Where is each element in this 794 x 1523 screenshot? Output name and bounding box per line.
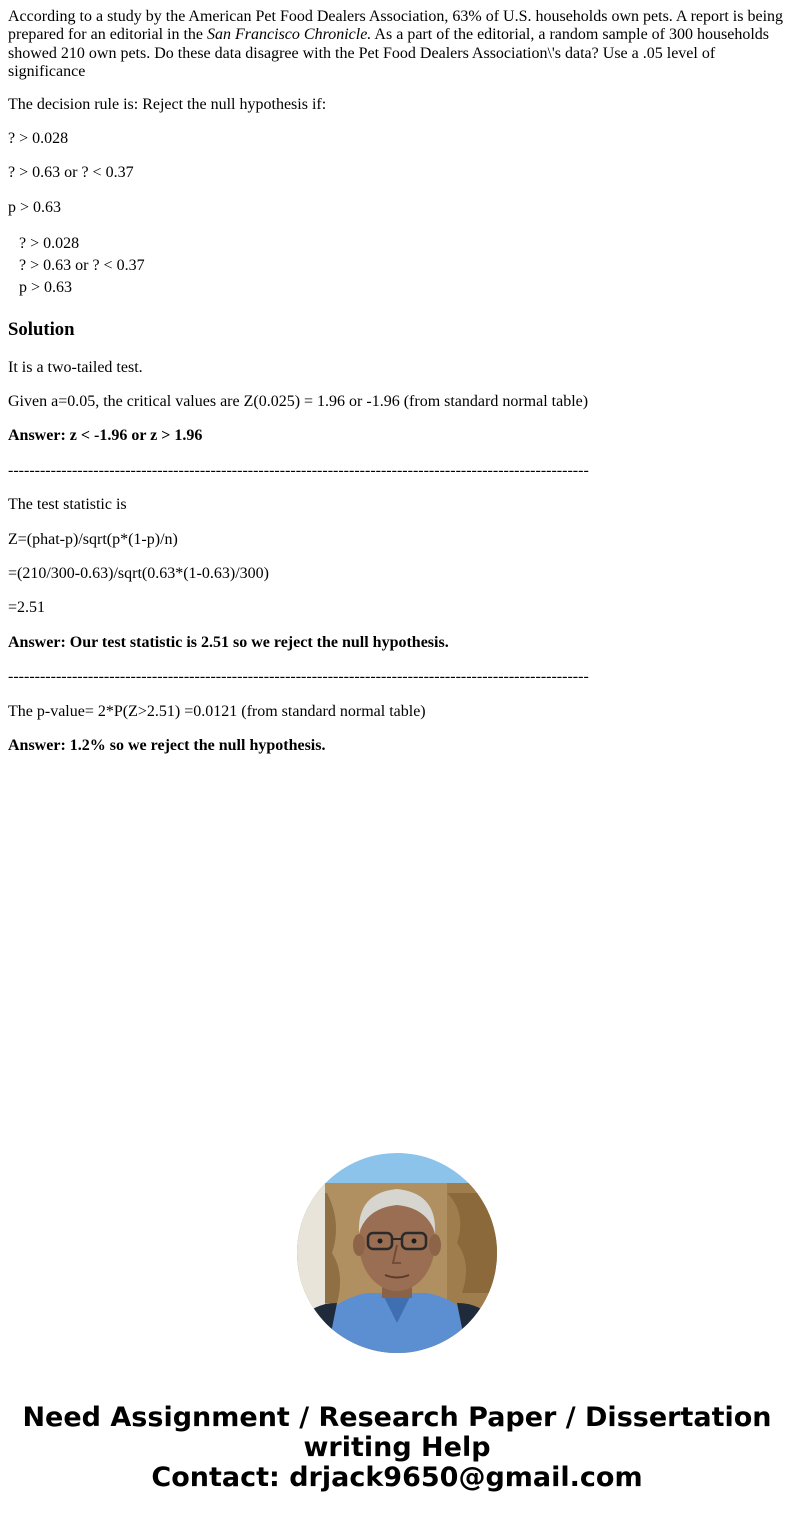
- answer-critical-region: Answer: z < -1.96 or z > 1.96: [8, 427, 203, 445]
- decision-rule-label: The decision rule is: Reject the null hypothesis if:: [8, 95, 327, 113]
- answer-test-statistic: Answer: Our test statistic is 2.51 so we reject the null hypothesis.: [8, 633, 449, 651]
- critical-values-statement: Given a=0.05, the critical values are Z(0.025) = 1.96 or -1.96 (from standard normal table): [8, 393, 589, 411]
- banner-line-2: writing Help: [303, 1432, 491, 1463]
- option-2: ? > 0.63 or ? < 0.37: [19, 257, 145, 275]
- test-statistic-formula: Z=(phat-p)/sqrt(p*(1-p)/n): [8, 530, 178, 548]
- question-text: [8, 8, 788, 82]
- option-list: [19, 233, 788, 299]
- banner-line-1: Need Assignment / Research Paper / Dissertation: [22, 1402, 772, 1433]
- promo-banner: [0, 1403, 794, 1493]
- document-content: [8, 8, 788, 771]
- rule-1: ? > 0.028: [8, 129, 69, 147]
- option-3: p > 0.63: [19, 279, 73, 297]
- separator-line-1: -------------------------------------------------------------------------------------------------------------: [8, 461, 589, 479]
- rule-2: ? > 0.63 or ? < 0.37: [8, 164, 134, 182]
- answer-p-value: Answer: 1.2% so we reject the null hypothesis.: [8, 736, 326, 754]
- solution-heading: Solution: [8, 319, 75, 341]
- two-tailed-statement: It is a two-tailed test.: [8, 358, 143, 376]
- test-statistic-substitution: =(210/300-0.63)/sqrt(0.63*(1-0.63)/300): [8, 564, 269, 582]
- author-photo: [297, 1153, 497, 1353]
- question-text-part2: As a part of the editorial, a random sample of 300 households showed 210 own pets. Do these data disagree with the Pet Food Dealers Association\'s data? Use a .05 level of significance: [8, 26, 769, 81]
- test-statistic-result: =2.51: [8, 599, 46, 617]
- banner-contact-line: Contact: drjack9650@gmail.com: [151, 1462, 643, 1493]
- rule-3: p > 0.63: [8, 198, 62, 216]
- newspaper-title: San Francisco Chronicle.: [207, 26, 372, 44]
- separator-line-2: -------------------------------------------------------------------------------------------------------------: [8, 668, 589, 686]
- test-statistic-intro: The test statistic is: [8, 496, 127, 514]
- option-1: ? > 0.028: [19, 235, 80, 253]
- p-value-statement: The p-value= 2*P(Z>2.51) =0.0121 (from standard normal table): [8, 702, 426, 720]
- question-text-part1: According to a study by the American Pet Food Dealers Association, 63% of U.S. households own pets. A report is being prepared for an editorial in the: [8, 8, 784, 44]
